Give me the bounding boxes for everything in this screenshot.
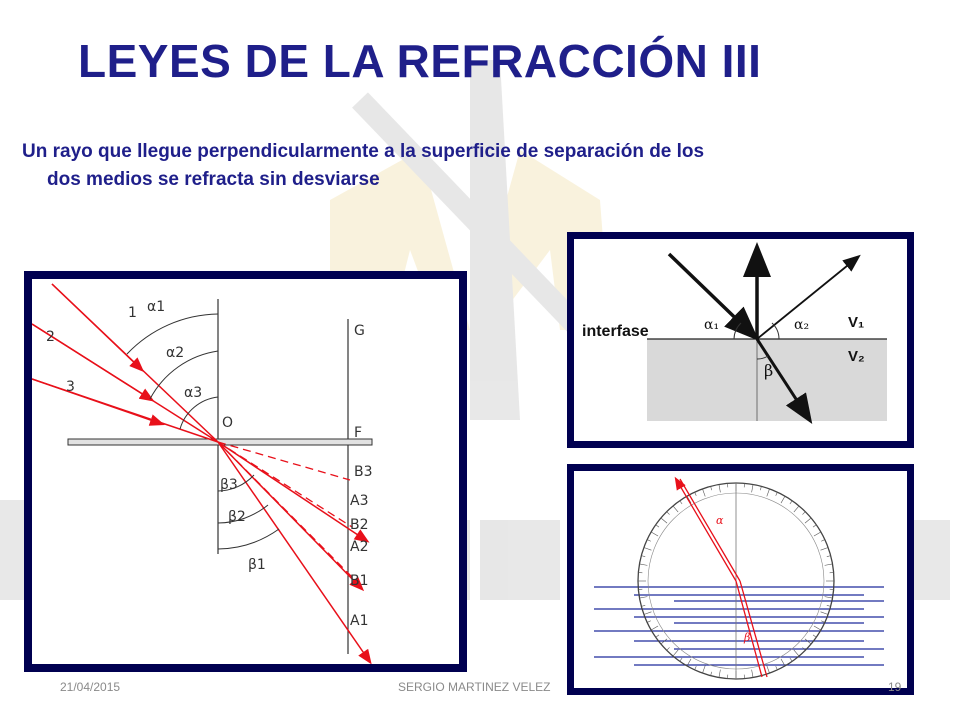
protractor-tick — [719, 670, 720, 678]
angle-alpha2: α2 — [166, 345, 185, 361]
protractor-tick — [821, 612, 829, 615]
body-line-2: dos medios se refracta sin desviarse — [47, 169, 380, 190]
protractor-tick — [647, 621, 651, 623]
protractor-beta-label: β — [744, 631, 751, 644]
point-label-o: O — [222, 415, 234, 431]
protractor-tick — [794, 650, 799, 656]
angle-alpha1: α1 — [147, 299, 166, 315]
interface-diagram — [574, 239, 907, 441]
angle-beta3: β3 — [220, 477, 238, 493]
point-label-a2: A2 — [350, 539, 369, 555]
protractor-tick — [667, 512, 670, 515]
protractor-tick — [767, 489, 770, 497]
protractor-tick — [639, 564, 647, 565]
protractor-tick — [825, 564, 833, 565]
protractor-tick — [656, 525, 659, 527]
protractor-tick — [821, 621, 825, 623]
point-label-f: F — [354, 425, 363, 441]
protractor-tick — [639, 597, 647, 598]
protractor-tick — [752, 670, 753, 678]
angle-beta2: β2 — [228, 509, 246, 525]
angle-alpha3: α3 — [184, 385, 203, 401]
protractor-tick — [680, 658, 682, 661]
protractor-tick — [641, 605, 645, 606]
protractor-tick — [814, 626, 821, 630]
protractor-tick — [760, 486, 761, 490]
protractor-tick — [695, 666, 697, 670]
protractor-tick — [752, 484, 753, 492]
beta-label: β — [764, 361, 774, 380]
point-label-g: G — [354, 323, 365, 339]
alpha1-label: α₁ — [704, 317, 720, 333]
protractor-tick — [656, 635, 659, 637]
protractor-tick — [673, 506, 678, 512]
protractor-tick — [813, 635, 816, 637]
v2-label: V₂ — [848, 348, 865, 365]
protractor-tick — [651, 532, 658, 536]
protractor-tick — [776, 492, 778, 496]
protractor-tick — [651, 626, 658, 630]
protractor-tick — [644, 547, 652, 550]
slide-title: LEYES DE LA REFRACCIÓN III — [78, 35, 762, 87]
protractor-tick — [813, 525, 816, 527]
angle-beta1: β1 — [248, 557, 266, 573]
v1-label: V₁ — [848, 314, 865, 331]
body-line-1: Un rayo que llegue perpendicularmente a la superficie de separación de los — [22, 141, 705, 162]
point-label-b3: B3 — [354, 464, 373, 480]
interface-label: interfase — [582, 323, 649, 340]
protractor-tick — [702, 489, 705, 497]
protractor-tick — [661, 518, 667, 523]
protractor-tick — [702, 666, 705, 674]
ray-label-3: 3 — [66, 379, 75, 395]
protractor-tick — [805, 518, 811, 523]
protractor-tick — [814, 532, 821, 536]
refraction-diagram-panel — [24, 271, 467, 672]
protractor-tick — [802, 512, 805, 515]
alpha2-label: α₂ — [794, 317, 810, 333]
protractor-diagram — [574, 471, 907, 688]
point-label-a3: A3 — [350, 493, 369, 509]
ray-label-2: 2 — [46, 329, 55, 345]
interface-diagram-panel — [567, 232, 914, 448]
protractor-tick — [644, 612, 652, 615]
protractor-tick — [790, 501, 792, 504]
footer-page-number: 19 — [888, 680, 902, 694]
protractor-tick — [667, 647, 670, 650]
point-label-b2: B2 — [350, 517, 369, 533]
protractor-tick — [821, 547, 829, 550]
protractor-tick — [695, 492, 697, 496]
protractor-tick — [680, 501, 682, 504]
protractor-tick — [776, 666, 778, 670]
protractor-tick — [821, 540, 825, 542]
protractor-tick — [711, 486, 712, 490]
protractor-tick — [827, 605, 831, 606]
protractor-tick — [641, 556, 645, 557]
protractor-tick — [781, 496, 785, 503]
protractor-tick — [647, 540, 651, 542]
point-label-b1: B1 — [350, 573, 369, 589]
footer-author: SERGIO MARTINEZ VELEZ — [398, 680, 551, 694]
protractor-tick — [827, 556, 831, 557]
refraction-diagram — [32, 279, 459, 664]
protractor-tick — [794, 506, 799, 512]
protractor-alpha-label: α — [716, 514, 724, 527]
protractor-tick — [719, 484, 720, 492]
footer-date: 21/04/2015 — [60, 680, 121, 694]
protractor-tick — [711, 672, 712, 676]
protractor-tick — [790, 658, 792, 661]
protractor-tick — [673, 650, 678, 656]
protractor-tick — [767, 666, 770, 674]
ray-label-1: 1 — [128, 305, 137, 321]
slide-body-text — [22, 138, 922, 194]
protractor-tick — [825, 597, 833, 598]
protractor-diagram-panel — [567, 464, 914, 695]
point-label-a1: A1 — [350, 613, 369, 629]
